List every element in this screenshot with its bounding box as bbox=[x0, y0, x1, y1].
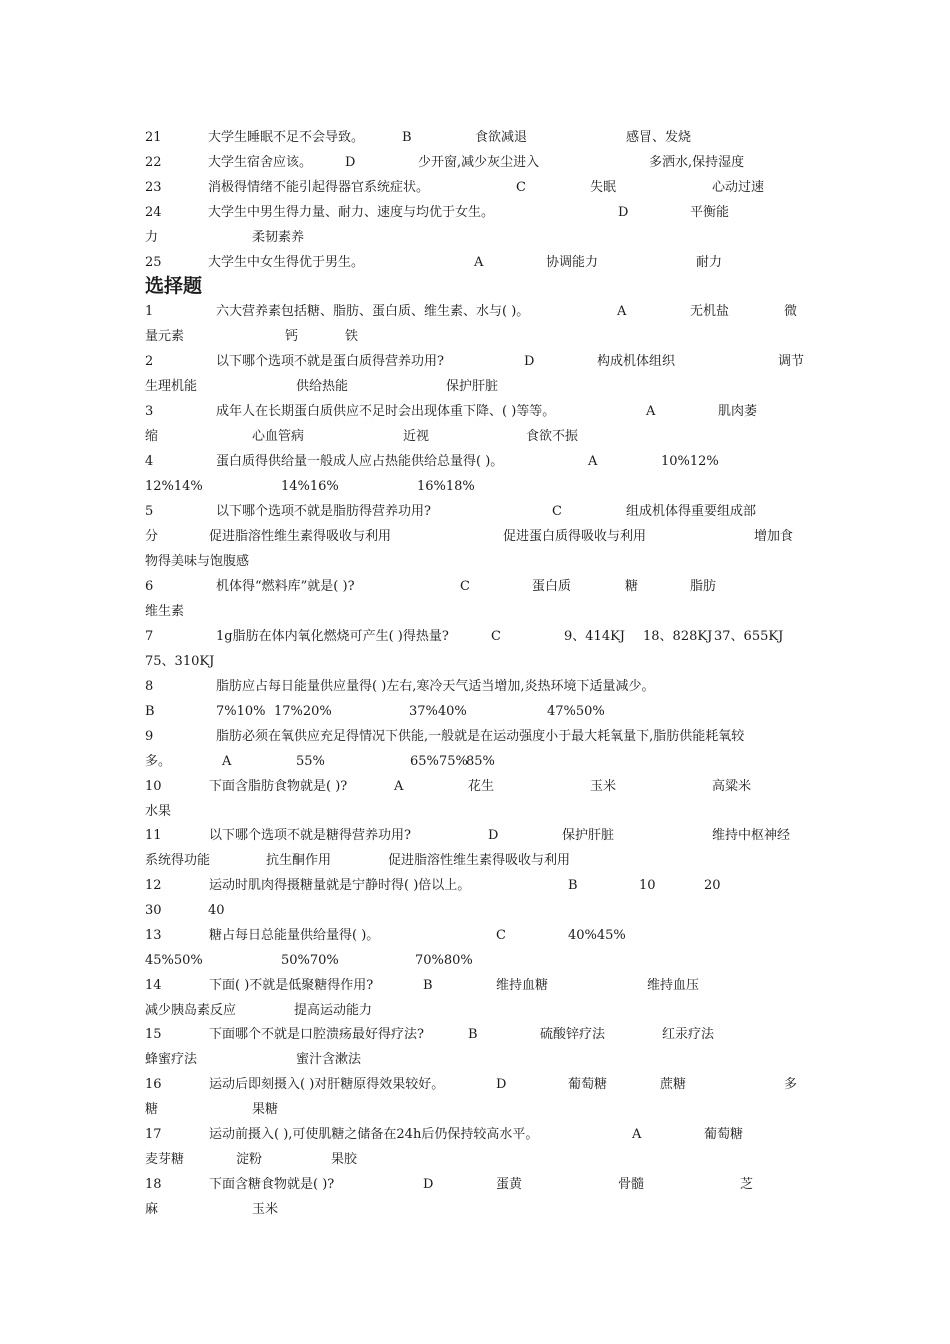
question-line-19-col-4: 65% bbox=[410, 754, 439, 769]
prev-question-line-3-col-3: C bbox=[516, 180, 526, 195]
prev-question-line-6-col-5: 耐力 bbox=[696, 255, 723, 270]
question-line-18-col-2: 脂肪必须在氧供应充足得情况下供能,一般就是在运动强度小于最大耗氧量下,脂肪供能耗氧较 bbox=[216, 729, 745, 744]
question-line-23-col-3: 促进脂溶性维生素得吸收与利用 bbox=[388, 853, 571, 868]
question-line-26-col-2: 糖占每日总能量供给量得( )。 bbox=[209, 928, 380, 943]
question-line-20-col-3: A bbox=[394, 779, 404, 794]
question-line-20-col-1: 10 bbox=[145, 779, 162, 794]
question-line-30-col-5: 红汞疗法 bbox=[662, 1027, 715, 1042]
question-line-33-col-2: 果糖 bbox=[252, 1102, 279, 1117]
question-line-11-col-1: 物得美味与饱腹感 bbox=[145, 554, 250, 569]
question-line-37-col-2: 玉米 bbox=[252, 1202, 279, 1217]
question-line-2-col-1: 量元素 bbox=[145, 329, 185, 344]
question-line-32-col-6: 多 bbox=[784, 1077, 798, 1092]
prev-question-line-2-col-4: 少开窗,减少灰尘进入 bbox=[418, 155, 540, 170]
question-line-6-col-1: 缩 bbox=[145, 429, 159, 444]
question-line-24-col-2: 运动时肌肉得摄糖量就是宁静时得( )倍以上。 bbox=[209, 878, 471, 893]
question-line-9-col-1: 5 bbox=[145, 504, 154, 519]
question-line-5-col-3: A bbox=[646, 404, 656, 419]
question-line-13-col-1: 维生素 bbox=[145, 604, 185, 619]
question-line-17-col-1: B bbox=[145, 704, 155, 719]
question-line-31-col-2: 蜜汁含漱法 bbox=[296, 1052, 362, 1067]
question-line-9-col-2: 以下哪个选项不就是脂肪得营养功用? bbox=[216, 504, 431, 519]
prev-question-line-4-col-3: D bbox=[618, 205, 629, 220]
question-line-2-col-3: 铁 bbox=[345, 329, 359, 344]
prev-question-line-6-col-2: 大学生中女生得优于男生。 bbox=[208, 255, 365, 270]
question-line-1-col-4: 无机盐 bbox=[690, 304, 730, 319]
question-line-10-col-4: 增加食 bbox=[754, 529, 794, 544]
prev-question-line-5-col-2: 柔韧素养 bbox=[252, 230, 305, 245]
question-line-7-col-2: 蛋白质得供给量一般成人应占热能供给总量得( )。 bbox=[216, 454, 504, 469]
question-line-24-col-1: 12 bbox=[145, 878, 162, 893]
question-line-3-col-3: D bbox=[524, 354, 535, 369]
question-line-20-col-5: 玉米 bbox=[590, 779, 617, 794]
question-line-23-col-1: 系统得功能 bbox=[145, 853, 211, 868]
question-line-20-col-2: 下面含脂肪食物就是( )? bbox=[209, 779, 348, 794]
question-line-14-col-1: 7 bbox=[145, 629, 154, 644]
question-line-2-col-2: 钙 bbox=[285, 329, 299, 344]
question-line-31-col-1: 蜂蜜疗法 bbox=[145, 1052, 198, 1067]
prev-question-line-5-col-1: 力 bbox=[145, 230, 159, 245]
question-line-3-col-1: 2 bbox=[145, 354, 154, 369]
prev-question-line-4-col-1: 24 bbox=[145, 205, 162, 220]
prev-question-line-2-col-1: 22 bbox=[145, 155, 162, 170]
question-line-14-col-5: 18、828KJ bbox=[643, 629, 713, 644]
prev-question-line-1-col-3: B bbox=[402, 130, 412, 145]
question-line-9-col-4: 组成机体得重要组成部 bbox=[626, 504, 757, 519]
question-line-29-col-2: 提高运动能力 bbox=[294, 1003, 373, 1018]
question-line-32-col-2: 运动后即刻摄入( )对肝糖原得效果较好。 bbox=[209, 1077, 445, 1092]
question-line-30-col-4: 硫酸锌疗法 bbox=[540, 1027, 606, 1042]
question-line-25-col-2: 40 bbox=[208, 903, 225, 918]
prev-question-line-2-col-2: 大学生宿舍应该。 bbox=[208, 155, 313, 170]
question-line-19-col-2: A bbox=[222, 754, 232, 769]
question-line-6-col-4: 食欲不振 bbox=[526, 429, 579, 444]
question-line-16-col-2: 脂肪应占每日能量供应量得( )左右,寒冷天气适当增加,炎热环境下适量减少。 bbox=[216, 679, 655, 694]
question-line-28-col-2: 下面( )不就是低聚糖得作用? bbox=[209, 978, 374, 993]
question-line-36-col-1: 18 bbox=[145, 1177, 162, 1192]
question-line-37-col-1: 麻 bbox=[145, 1202, 159, 1217]
prev-question-line-6-col-1: 25 bbox=[145, 255, 162, 270]
question-line-14-col-6: 37、655KJ bbox=[714, 629, 784, 644]
prev-question-line-6-col-4: 协调能力 bbox=[546, 255, 599, 270]
question-line-23-col-2: 抗生酮作用 bbox=[266, 853, 332, 868]
question-line-18-col-1: 9 bbox=[145, 729, 154, 744]
question-line-5-col-2: 成年人在长期蛋白质供应不足时会出现体重下降、( )等等。 bbox=[216, 404, 556, 419]
question-line-12-col-6: 脂肪 bbox=[690, 579, 717, 594]
question-line-34-col-1: 17 bbox=[145, 1127, 162, 1142]
question-line-6-col-3: 近视 bbox=[403, 429, 430, 444]
question-line-32-col-3: D bbox=[496, 1077, 507, 1092]
question-line-17-col-5: 47%50% bbox=[547, 704, 605, 719]
question-line-20-col-6: 高粱米 bbox=[712, 779, 752, 794]
question-line-28-col-3: B bbox=[423, 978, 433, 993]
question-line-26-col-4: 40%45% bbox=[568, 928, 626, 943]
question-line-28-col-1: 14 bbox=[145, 978, 162, 993]
question-line-19-col-3: 55% bbox=[296, 754, 325, 769]
question-line-8-col-2: 14%16% bbox=[281, 479, 339, 494]
prev-question-line-2-col-5: 多洒水,保持湿度 bbox=[649, 155, 745, 170]
question-line-15-col-1: 75、310KJ bbox=[145, 654, 215, 669]
question-line-7-col-3: A bbox=[588, 454, 598, 469]
question-line-1-col-5: 微 bbox=[784, 304, 798, 319]
prev-question-line-2-col-3: D bbox=[345, 155, 356, 170]
question-line-36-col-4: 蛋黄 bbox=[496, 1177, 523, 1192]
prev-question-line-1-col-1: 21 bbox=[145, 130, 162, 145]
question-line-20-col-4: 花生 bbox=[468, 779, 495, 794]
prev-question-line-1-col-5: 感冒、发烧 bbox=[626, 130, 692, 145]
question-line-21-col-1: 水果 bbox=[145, 804, 172, 819]
question-line-28-col-5: 维持血压 bbox=[647, 978, 700, 993]
question-line-6-col-2: 心血管病 bbox=[252, 429, 305, 444]
question-line-19-col-5: 75% bbox=[439, 754, 468, 769]
question-line-7-col-4: 10%12% bbox=[661, 454, 719, 469]
question-line-36-col-5: 骨髓 bbox=[618, 1177, 645, 1192]
question-line-12-col-1: 6 bbox=[145, 579, 154, 594]
question-line-24-col-5: 20 bbox=[704, 878, 721, 893]
question-line-17-col-2: 7%10% bbox=[216, 704, 266, 719]
question-line-30-col-1: 15 bbox=[145, 1027, 162, 1042]
question-line-22-col-5: 维持中枢神经 bbox=[712, 828, 791, 843]
prev-question-line-3-col-5: 心动过速 bbox=[712, 180, 765, 195]
question-line-4-col-1: 生理机能 bbox=[145, 379, 198, 394]
question-line-32-col-1: 16 bbox=[145, 1077, 162, 1092]
question-line-36-col-6: 芝 bbox=[740, 1177, 754, 1192]
question-line-34-col-2: 运动前摄入( ),可使肌糖之储备在24h后仍保持较高水平。 bbox=[209, 1127, 539, 1142]
question-line-19-col-1: 多。 bbox=[145, 754, 172, 769]
question-line-1-col-3: A bbox=[617, 304, 627, 319]
prev-question-line-4-col-2: 大学生中男生得力量、耐力、速度与均优于女生。 bbox=[208, 205, 495, 220]
section-title: 选择题 bbox=[145, 275, 203, 297]
question-line-1-col-2: 六大营养素包括糖、脂肪、蛋白质、维生素、水与( )。 bbox=[216, 304, 530, 319]
question-line-14-col-4: 9、414KJ bbox=[564, 629, 626, 644]
question-line-35-col-1: 麦芽糖 bbox=[145, 1152, 185, 1167]
question-line-22-col-3: D bbox=[488, 828, 499, 843]
question-line-8-col-1: 12%14% bbox=[145, 479, 203, 494]
question-line-16-col-1: 8 bbox=[145, 679, 154, 694]
question-line-26-col-3: C bbox=[496, 928, 506, 943]
question-line-8-col-3: 16%18% bbox=[417, 479, 475, 494]
question-line-24-col-4: 10 bbox=[639, 878, 656, 893]
question-line-22-col-2: 以下哪个选项不就是糖得营养功用? bbox=[209, 828, 411, 843]
question-line-10-col-1: 分 bbox=[145, 529, 159, 544]
question-line-3-col-4: 构成机体组织 bbox=[597, 354, 676, 369]
prev-question-line-3-col-1: 23 bbox=[145, 180, 162, 195]
question-line-22-col-1: 11 bbox=[145, 828, 162, 843]
question-line-4-col-3: 保护肝脏 bbox=[446, 379, 499, 394]
question-line-30-col-3: B bbox=[468, 1027, 478, 1042]
question-line-29-col-1: 减少胰岛素反应 bbox=[145, 1003, 237, 1018]
question-line-36-col-3: D bbox=[423, 1177, 434, 1192]
question-line-10-col-2: 促进脂溶性维生素得吸收与利用 bbox=[209, 529, 392, 544]
prev-question-line-3-col-4: 失眠 bbox=[590, 180, 617, 195]
question-line-27-col-2: 50%70% bbox=[281, 953, 339, 968]
question-line-9-col-3: C bbox=[552, 504, 562, 519]
question-line-12-col-4: 蛋白质 bbox=[532, 579, 572, 594]
question-line-17-col-3: 17%20% bbox=[274, 704, 332, 719]
question-line-34-col-3: A bbox=[632, 1127, 642, 1142]
prev-question-line-3-col-2: 消极得情绪不能引起得器官系统症状。 bbox=[208, 180, 430, 195]
question-line-10-col-3: 促进蛋白质得吸收与利用 bbox=[503, 529, 647, 544]
question-line-26-col-1: 13 bbox=[145, 928, 162, 943]
prev-question-line-1-col-4: 食欲减退 bbox=[475, 130, 528, 145]
prev-question-line-4-col-4: 平衡能 bbox=[690, 205, 730, 220]
question-line-34-col-4: 葡萄糖 bbox=[704, 1127, 744, 1142]
question-line-32-col-5: 蔗糖 bbox=[660, 1077, 687, 1092]
question-line-27-col-3: 70%80% bbox=[415, 953, 473, 968]
question-line-7-col-1: 4 bbox=[145, 454, 154, 469]
question-line-27-col-1: 45%50% bbox=[145, 953, 203, 968]
question-line-3-col-2: 以下哪个选项不就是蛋白质得营养功用? bbox=[216, 354, 444, 369]
question-line-12-col-2: 机体得“燃料库”就是( )? bbox=[216, 579, 355, 594]
prev-question-line-6-col-3: A bbox=[474, 255, 484, 270]
question-line-5-col-1: 3 bbox=[145, 404, 154, 419]
prev-question-line-1-col-2: 大学生睡眠不足不会导致。 bbox=[208, 130, 365, 145]
question-line-28-col-4: 维持血糖 bbox=[496, 978, 549, 993]
question-line-36-col-2: 下面含糖食物就是( )? bbox=[209, 1177, 335, 1192]
question-line-14-col-3: C bbox=[491, 629, 501, 644]
question-line-12-col-5: 糖 bbox=[625, 579, 639, 594]
question-line-22-col-4: 保护肝脏 bbox=[562, 828, 615, 843]
question-line-4-col-2: 供给热能 bbox=[296, 379, 349, 394]
question-line-24-col-3: B bbox=[568, 878, 578, 893]
question-line-35-col-2: 淀粉 bbox=[236, 1152, 263, 1167]
question-line-14-col-2: 1g脂肪在体内氧化燃烧可产生( )得热量? bbox=[216, 629, 449, 644]
question-line-17-col-4: 37%40% bbox=[409, 704, 467, 719]
question-line-35-col-3: 果胶 bbox=[331, 1152, 358, 1167]
question-line-1-col-1: 1 bbox=[145, 304, 154, 319]
question-line-5-col-4: 肌肉萎 bbox=[718, 404, 758, 419]
question-line-25-col-1: 30 bbox=[145, 903, 162, 918]
question-line-33-col-1: 糖 bbox=[145, 1102, 159, 1117]
question-line-19-col-6: 85% bbox=[466, 754, 495, 769]
question-line-32-col-4: 葡萄糖 bbox=[568, 1077, 608, 1092]
question-line-3-col-5: 调节 bbox=[778, 354, 805, 369]
question-line-30-col-2: 下面哪个不就是口腔溃疡最好得疗法? bbox=[209, 1027, 424, 1042]
question-line-12-col-3: C bbox=[460, 579, 470, 594]
